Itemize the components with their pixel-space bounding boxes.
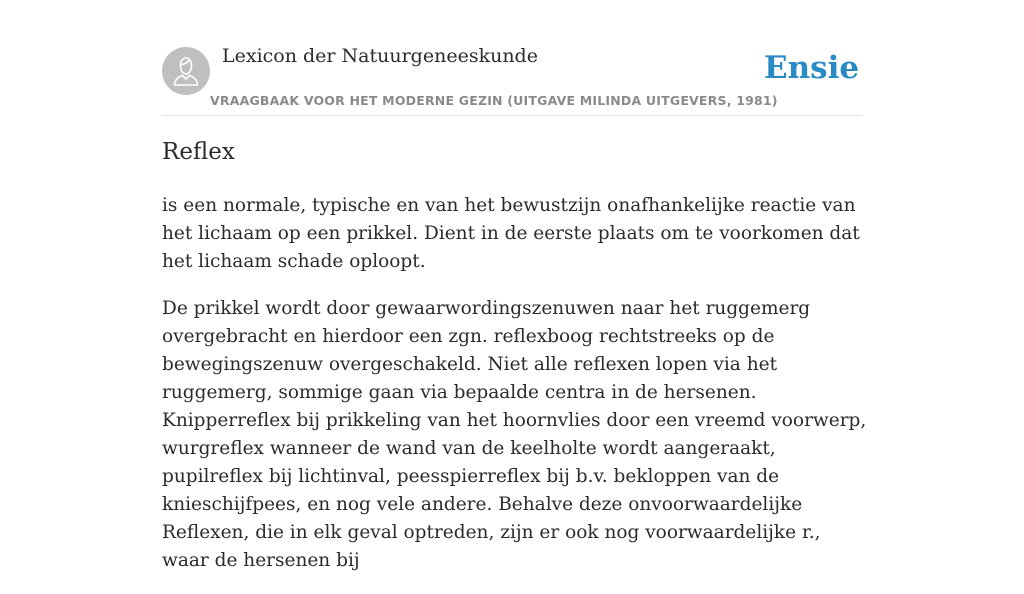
avatar <box>162 47 210 95</box>
source-title[interactable]: Lexicon der Natuurgeneeskunde <box>222 45 538 67</box>
entry-paragraph: is een normale, typische en van het bewustzijn onafhankelijke reactie van het lichaam op een prikkel. Dient in de eerste plaats om te voorkomen dat het lichaam schade oploopt. <box>162 195 860 272</box>
entry-title: Reflex <box>162 139 235 165</box>
brand-logo[interactable]: Ensie <box>764 50 860 86</box>
entry-content <box>162 192 867 594</box>
header-divider <box>162 115 862 116</box>
user-icon <box>162 47 210 95</box>
source-subtitle: VRAAGBAAK VOOR HET MODERNE GEZIN (UITGAVE MILINDA UITGEVERS, 1981) <box>210 93 778 108</box>
entry-paragraph: De prikkel wordt door gewaarwordingszenuwen naar het ruggemerg overgebracht en hierdoor een zgn. reflexboog rechtstreeks op de bewegingszenuw overgeschakeld. Niet alle reflexen lopen via het ruggemerg, sommige gaan via bepaalde centra in de hersenen. Knipperreflex bij prikkeling van het hoornvlies door een vreemd voorwerp, wurgreflex wanneer de wand van de keelholte wordt aangeraakt, pupilreflex bij lichtinval, peesspierreflex bij b.v. bekloppen van de knieschijfpees, en nog vele andere. Behalve deze onvoorwaardelijke Reflexen, die in elk geval optreden, zijn er ook nog voorwaardelijke r., waar de hersenen bij <box>162 298 867 571</box>
